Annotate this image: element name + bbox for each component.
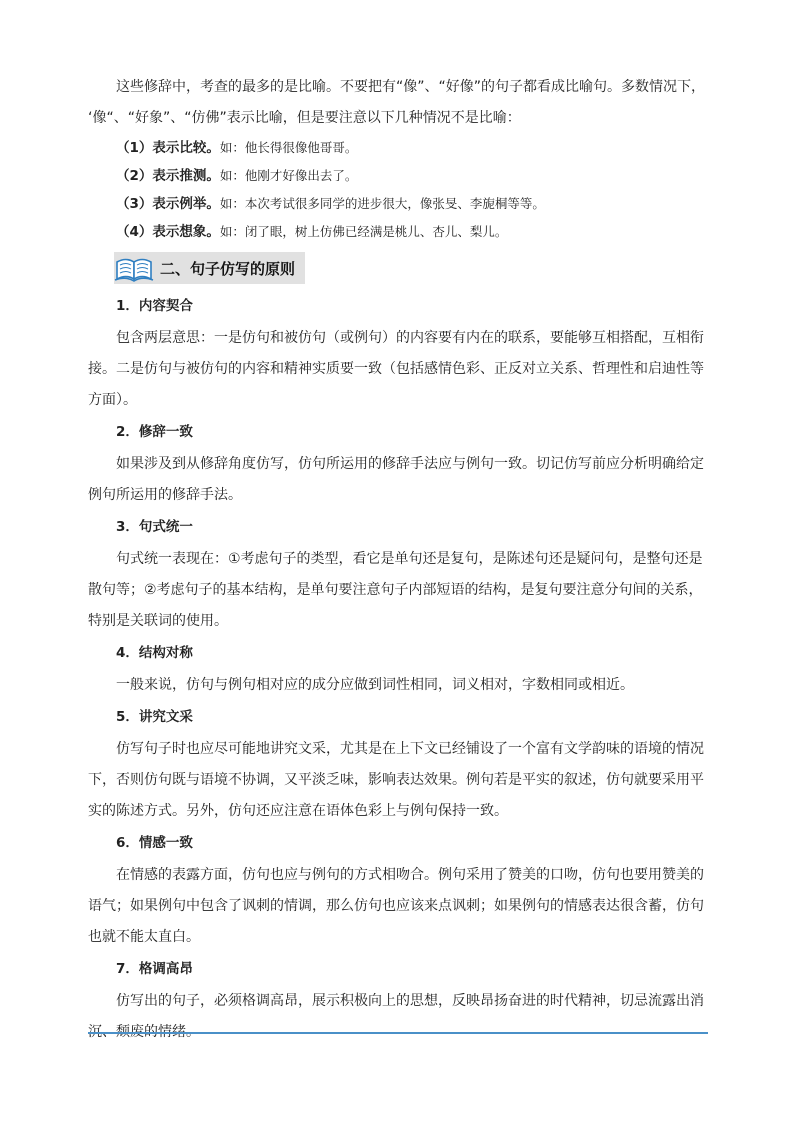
principle-item bbox=[88, 290, 710, 416]
example-item: （4）表示想象。如：闭了眼，树上仿佛已经满是桃儿、杏儿、梨儿。 bbox=[116, 224, 508, 240]
example-item: （2）表示推测。如：他刚才好像出去了。 bbox=[116, 168, 358, 184]
intro-line-2: ‘像“、“好象”、“仿佛”表示比喻，但是要注意以下几种情况不是比喻： bbox=[88, 110, 521, 126]
principle-line: 沉、颓废的情绪。 bbox=[88, 1024, 200, 1040]
principle-line: 散句等；②考虑句子的基本结构，是单句要注意句子内部短语的结构，是复句要注意分句间的关系， bbox=[88, 582, 703, 598]
book-icon bbox=[114, 254, 154, 282]
principle-heading: 4．结构对称 bbox=[116, 645, 193, 661]
principle-line: 包含两层意思：一是仿句和被仿句（或例句）的内容要有内在的联系，要能够互相搭配，互相衔 bbox=[116, 330, 704, 346]
principle-item bbox=[88, 701, 710, 827]
principle-heading: 2．修辞一致 bbox=[116, 424, 193, 440]
principle-line: 仿写出的句子，必须格调高昂，展示积极向上的思想，反映昂扬奋进的时代精神，切忌流露出消 bbox=[116, 993, 704, 1009]
principle-item bbox=[88, 416, 710, 511]
principle-line: 如果涉及到从修辞角度仿写，仿句所运用的修辞手法应与例句一致。切记仿写前应分析明确给定 bbox=[116, 456, 704, 472]
section-title: 二、句子仿写的原则 bbox=[160, 259, 296, 278]
principle-line: 方面）。 bbox=[88, 392, 137, 408]
principle-line: 特别是关联词的使用。 bbox=[88, 613, 228, 629]
principle-line: 例句所运用的修辞手法。 bbox=[88, 487, 242, 503]
principle-line: 实的陈述方式。另外，仿句还应注意在语体色彩上与例句保持一致。 bbox=[88, 803, 508, 819]
example-list bbox=[88, 134, 710, 246]
principle-line: 下，否则仿句既与语境不协调，又平淡乏味，影响表达效果。例句若是平实的叙述，仿句就要采用平 bbox=[88, 772, 704, 788]
principle-line: 仿写句子时也应尽可能地讲究文采，尤其是在上下文已经铺设了一个富有文学韵味的语境的情况 bbox=[116, 741, 704, 757]
principle-line: 接。二是仿句与被仿句的内容和精神实质要一致（包括感情色彩、正反对立关系、哲理性和启迪性等 bbox=[88, 361, 704, 377]
principle-heading: 5．讲究文采 bbox=[116, 709, 193, 725]
principle-heading: 3．句式统一 bbox=[116, 519, 193, 535]
section-heading bbox=[114, 252, 305, 284]
footer-rule bbox=[88, 1032, 708, 1034]
principle-heading: 7．格调高昂 bbox=[116, 961, 193, 977]
document-body bbox=[88, 72, 710, 1048]
principle-item bbox=[88, 637, 710, 701]
example-item: （1）表示比较。如：他长得很像他哥哥。 bbox=[116, 140, 358, 156]
example-item: （3）表示例举。如：本次考试很多同学的进步很大，像张旻、李旎桐等等。 bbox=[116, 196, 545, 212]
principle-heading: 1．内容契合 bbox=[116, 298, 193, 314]
principle-list bbox=[88, 290, 710, 1048]
principle-line: 在情感的表露方面，仿句也应与例句的方式相吻合。例句采用了赞美的口吻，仿句也要用赞美的 bbox=[116, 867, 704, 883]
principle-line: 一般来说，仿句与例句相对应的成分应做到词性相同，词义相对，字数相同或相近。 bbox=[116, 677, 634, 693]
principle-item bbox=[88, 827, 710, 953]
principle-line: 语气；如果例句中包含了讽刺的情调，那么仿句也应该来点讽刺；如果例句的情感表达很含蓄，仿句 bbox=[88, 898, 704, 914]
principle-line: 也就不能太直白。 bbox=[88, 929, 200, 945]
principle-item bbox=[88, 511, 710, 637]
principle-line: 句式统一表现在：①考虑句子的类型，看它是单句还是复句，是陈述句还是疑问句，是整句还是 bbox=[116, 551, 703, 567]
principle-heading: 6．情感一致 bbox=[116, 835, 193, 851]
intro-line-1: 这些修辞中，考查的最多的是比喻。不要把有“像”、“好像”的句子都看成比喻句。多数情况下， bbox=[116, 79, 706, 95]
